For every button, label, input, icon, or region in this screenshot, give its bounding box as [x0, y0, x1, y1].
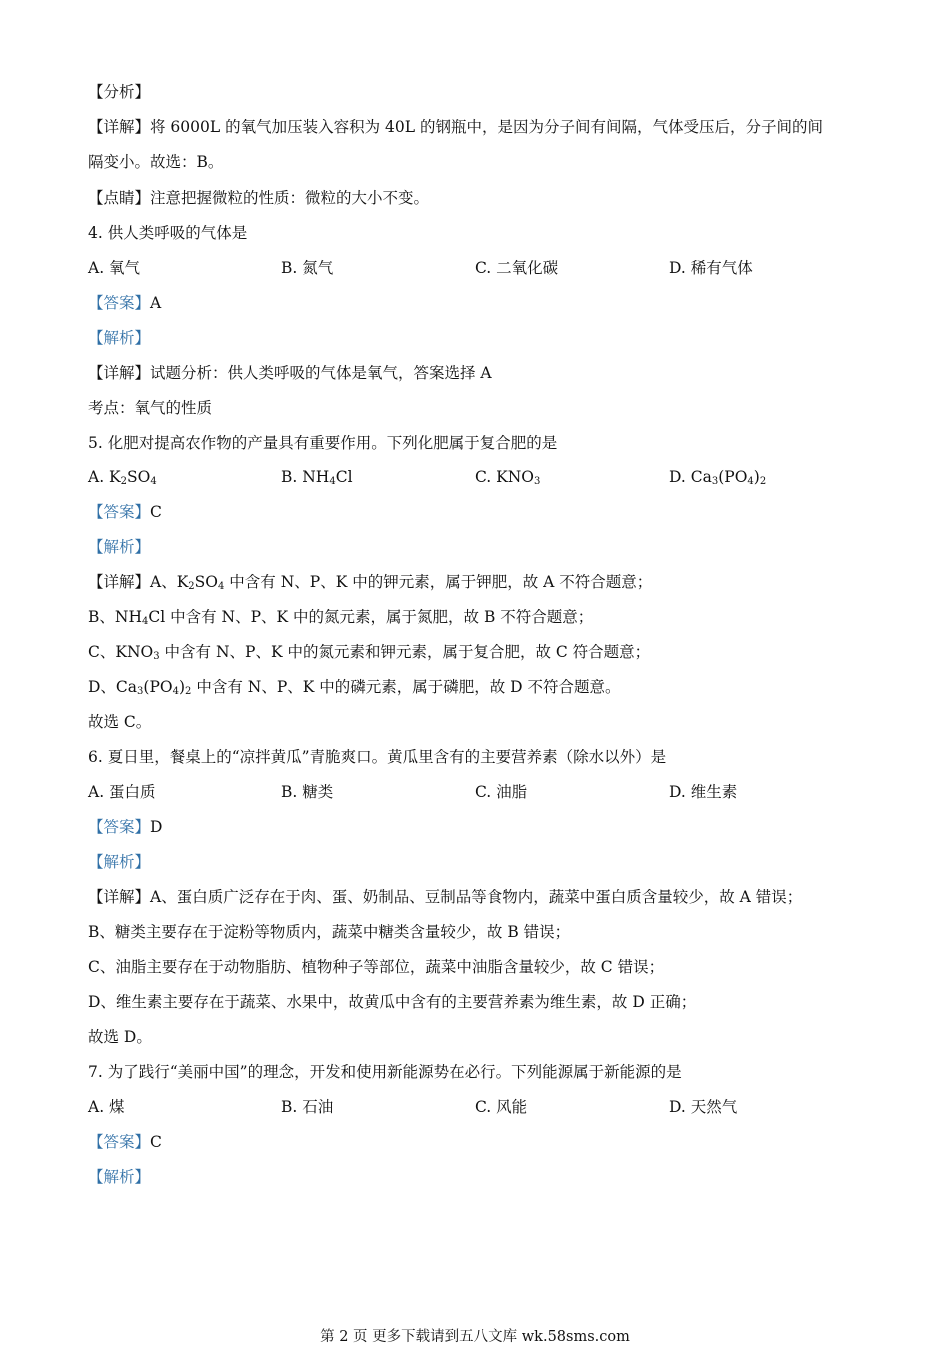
q6-answer: [88, 817, 162, 837]
q7-answer-tag: 【答案】: [88, 1133, 151, 1151]
q4-point: 考点：氧气的性质: [88, 399, 213, 417]
q4-answer-value: A: [150, 294, 162, 312]
q3-tip: 【点睛】注意把握微粒的性质：微粒的大小不变。: [88, 189, 430, 207]
q6-detail-b: B、糖类主要存在于淀粉等物质内，蔬菜中糖类含量较少，故 B 错误；: [88, 923, 571, 941]
q4-answer-tag: 【答案】: [88, 294, 151, 312]
q5-option-b: B. $NH_4Cl$: [281, 468, 353, 487]
q5-stem: 5. 化肥对提高农作物的产量具有重要作用。下列化肥属于复合肥的是: [88, 434, 558, 452]
q4-option-d: D. 稀有气体: [669, 259, 753, 277]
q3-detail-line-2: 隔变小。故选：B。: [88, 153, 224, 171]
q5-detail-b: B、$NH_4Cl$ 中含有 N、P、K 中的氮元素，属于氮肥，故 B 不符合题意；: [88, 608, 594, 627]
q5-detail-d: D、$Ca_3(PO_4)_2$ 中含有 N、P、K 中的磷元素，属于磷肥，故 D 不符合题意。: [88, 678, 621, 697]
q6-conclusion: 故选 D。: [88, 1028, 152, 1046]
q4-option-b: B. 氮气: [281, 259, 334, 277]
q6-detail-a: 【详解】A、蛋白质广泛存在于肉、蛋、奶制品、豆制品等食物内，蔬菜中蛋白质含量较少，故 A 错误；: [88, 888, 803, 906]
q5-answer-value: C: [150, 503, 162, 521]
q5-analysis-heading: 【解析】: [88, 538, 151, 556]
q6-answer-tag: 【答案】: [88, 818, 151, 836]
q6-option-a: A. 蛋白质: [88, 783, 156, 801]
q6-option-d: D. 维生素: [669, 783, 738, 801]
q4-analysis-heading: 【解析】: [88, 329, 151, 347]
q4-detail: 【详解】试题分析：供人类呼吸的气体是氧气，答案选择 A: [88, 364, 492, 382]
q6-detail-d: D、维生素主要存在于蔬菜、水果中，故黄瓜中含有的主要营养素为维生素，故 D 正确；: [88, 993, 697, 1011]
q3-detail-line-1: 【详解】将 6000L 的氧气加压装入容积为 40L 的钢瓶中，是因为分子间有间隔，气体受压后，分子间的间: [88, 118, 823, 136]
q6-option-c: C. 油脂: [475, 783, 528, 801]
q5-detail-a: 【详解】A、$K_2SO_4$ 中含有 N、P、K 中的钾元素，属于钾肥，故 A 不符合题意；: [88, 573, 653, 592]
q5-answer: [88, 502, 162, 522]
q5-answer-tag: 【答案】: [88, 503, 151, 521]
q3-analysis-heading: 【分析】: [88, 83, 151, 101]
q6-analysis-heading: 【解析】: [88, 853, 151, 871]
q5-conclusion: 故选 C。: [88, 713, 152, 731]
q7-answer-value: C: [150, 1133, 162, 1151]
q7-stem: 7. 为了践行“美丽中国”的理念，开发和使用新能源势在必行。下列能源属于新能源的是: [88, 1063, 682, 1081]
q6-option-b: B. 糖类: [281, 783, 334, 801]
q6-detail-c: C、油脂主要存在于动物脂肪、植物种子等部位，蔬菜中油脂含量较少，故 C 错误；: [88, 958, 665, 976]
q4-option-c: C. 二氧化碳: [475, 259, 559, 277]
q5-option-a: A. $K_2SO_4$: [88, 468, 157, 487]
q7-option-a: A. 煤: [88, 1098, 125, 1116]
q6-stem: 6. 夏日里，餐桌上的“凉拌黄瓜”青脆爽口。黄瓜里含有的主要营养素（除水以外）是: [88, 748, 667, 766]
q4-stem: 4. 供人类呼吸的气体是: [88, 224, 248, 242]
q7-analysis-heading: 【解析】: [88, 1168, 151, 1186]
q4-answer: [88, 293, 161, 313]
q6-answer-value: D: [150, 818, 163, 836]
q5-option-d: D. $Ca_3(PO_4)_2$: [669, 468, 767, 487]
q4-option-a: A. 氧气: [88, 259, 141, 277]
q7-option-c: C. 风能: [475, 1098, 528, 1116]
q7-option-d: D. 天然气: [669, 1098, 738, 1116]
q5-option-c: C. $KNO_3$: [475, 468, 541, 487]
q7-answer: [88, 1132, 162, 1152]
q5-detail-c: C、$KNO_3$ 中含有 N、P、K 中的氮元素和钾元素，属于复合肥，故 C 符合题意；: [88, 643, 651, 662]
q7-option-b: B. 石油: [281, 1098, 334, 1116]
page-footer: 第 2 页 更多下载请到五八文库 wk.58sms.com: [320, 1329, 630, 1345]
